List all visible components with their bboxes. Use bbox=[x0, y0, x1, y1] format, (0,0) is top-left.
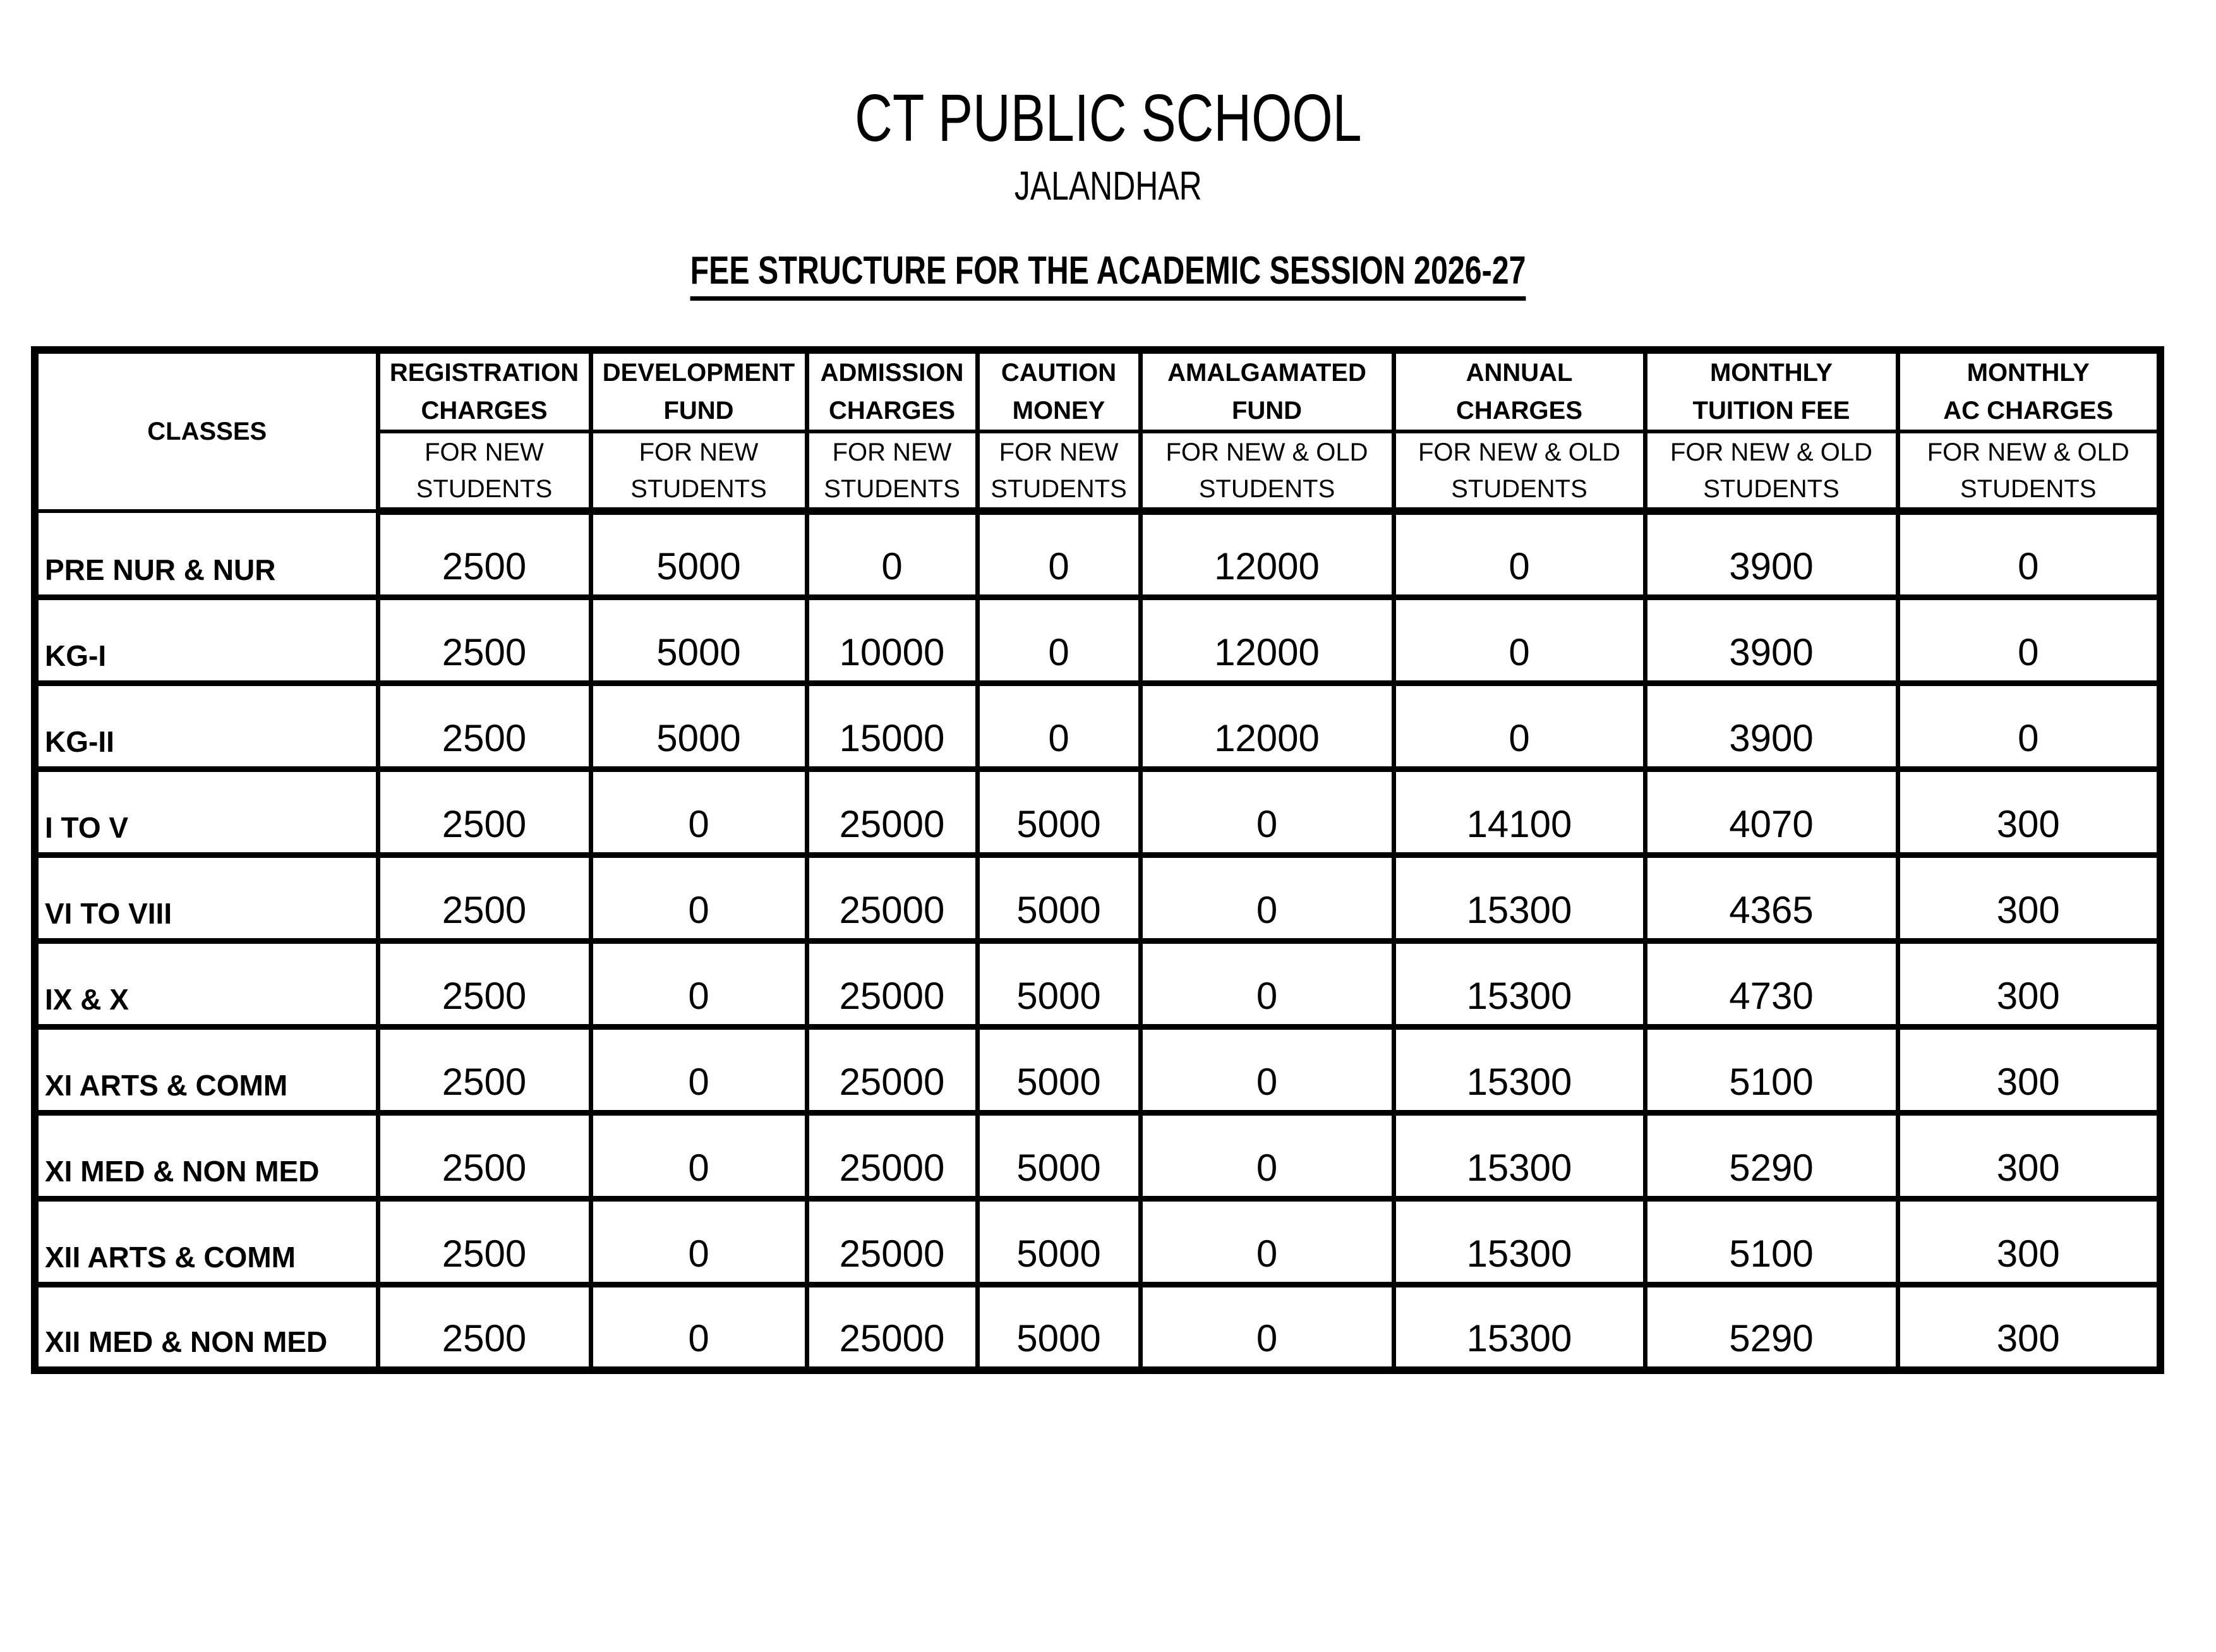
fee-value-cell: 3900 bbox=[1645, 511, 1898, 597]
fee-value-cell: 0 bbox=[977, 597, 1140, 683]
column-header-line: ANNUAL bbox=[1466, 359, 1573, 387]
fee-value-cell: 0 bbox=[1140, 769, 1394, 855]
fee-value-cell: 0 bbox=[1140, 855, 1394, 941]
fee-value-cell: 5000 bbox=[591, 511, 807, 597]
fee-value-cell: 5000 bbox=[977, 941, 1140, 1027]
fee-value-cell: 0 bbox=[591, 1112, 807, 1198]
fee-value-cell: 5290 bbox=[1645, 1284, 1898, 1370]
class-name-cell: PRE NUR & NUR bbox=[35, 511, 378, 597]
column-subheader bbox=[591, 431, 807, 511]
fee-value-cell: 25000 bbox=[807, 1027, 977, 1112]
column-subheader-line: STUDENTS bbox=[824, 474, 960, 503]
fee-value-cell: 2500 bbox=[378, 1027, 591, 1112]
classes-header-cell: CLASSES bbox=[35, 350, 378, 511]
column-header-line: MONEY bbox=[1012, 397, 1105, 425]
fee-value-cell: 0 bbox=[1394, 597, 1645, 683]
fee-value-cell: 2500 bbox=[378, 1198, 591, 1284]
column-header-line: AMALGAMATED bbox=[1167, 359, 1366, 387]
column-subheader-line: FOR NEW & OLD bbox=[1418, 438, 1621, 466]
fee-value-cell: 0 bbox=[1898, 597, 2160, 683]
fee-value-cell: 5000 bbox=[977, 1112, 1140, 1198]
fee-value-cell: 0 bbox=[591, 1284, 807, 1370]
fee-value-cell: 25000 bbox=[807, 1284, 977, 1370]
column-header bbox=[1394, 350, 1645, 431]
table-row bbox=[35, 597, 2160, 683]
table-row bbox=[35, 1112, 2160, 1198]
column-header-line: FUND bbox=[663, 397, 734, 425]
fee-value-cell: 25000 bbox=[807, 1198, 977, 1284]
column-subheader bbox=[378, 431, 591, 511]
fee-value-cell: 10000 bbox=[807, 597, 977, 683]
fee-value-cell: 2500 bbox=[378, 597, 591, 683]
column-subheader-line: FOR NEW bbox=[425, 438, 544, 466]
class-name-cell: IX & X bbox=[35, 941, 378, 1027]
table-row bbox=[35, 941, 2160, 1027]
fee-value-cell: 2500 bbox=[378, 683, 591, 769]
fee-value-cell: 300 bbox=[1898, 855, 2160, 941]
table-row bbox=[35, 769, 2160, 855]
column-subheader-line: FOR NEW bbox=[639, 438, 759, 466]
fee-value-cell: 15300 bbox=[1394, 855, 1645, 941]
fee-value-cell: 2500 bbox=[378, 941, 591, 1027]
fee-value-cell: 300 bbox=[1898, 941, 2160, 1027]
column-subheader bbox=[1394, 431, 1645, 511]
column-subheader-line: STUDENTS bbox=[1198, 474, 1335, 503]
fee-value-cell: 300 bbox=[1898, 1112, 2160, 1198]
column-header-line: REGISTRATION bbox=[389, 359, 579, 387]
table-row bbox=[35, 683, 2160, 769]
fee-value-cell: 5100 bbox=[1645, 1198, 1898, 1284]
column-header-line: ADMISSION bbox=[820, 359, 964, 387]
class-name-cell: I TO V bbox=[35, 769, 378, 855]
column-subheader-line: STUDENTS bbox=[630, 474, 767, 503]
fee-value-cell: 15300 bbox=[1394, 1112, 1645, 1198]
fee-value-cell: 12000 bbox=[1140, 597, 1394, 683]
column-header bbox=[378, 350, 591, 431]
fee-value-cell: 4365 bbox=[1645, 855, 1898, 941]
fee-value-cell: 0 bbox=[591, 941, 807, 1027]
column-subheader-line: STUDENTS bbox=[416, 474, 553, 503]
fee-value-cell: 5000 bbox=[977, 769, 1140, 855]
column-header-line: CHARGES bbox=[421, 397, 548, 425]
fee-value-cell: 5000 bbox=[977, 1198, 1140, 1284]
fee-value-cell: 300 bbox=[1898, 1198, 2160, 1284]
column-subheader-line: STUDENTS bbox=[1703, 474, 1840, 503]
table-row bbox=[35, 1027, 2160, 1112]
column-header bbox=[1898, 350, 2160, 431]
fee-value-cell: 3900 bbox=[1645, 597, 1898, 683]
fee-value-cell: 5000 bbox=[977, 1027, 1140, 1112]
column-subheader-line: FOR NEW & OLD bbox=[1165, 438, 1368, 466]
fee-value-cell: 5000 bbox=[977, 1284, 1140, 1370]
fee-value-cell: 5100 bbox=[1645, 1027, 1898, 1112]
fee-value-cell: 5000 bbox=[591, 597, 807, 683]
fee-value-cell: 0 bbox=[591, 1027, 807, 1112]
fee-value-cell: 15300 bbox=[1394, 1027, 1645, 1112]
fee-value-cell: 12000 bbox=[1140, 511, 1394, 597]
column-header bbox=[1140, 350, 1394, 431]
fee-value-cell: 3900 bbox=[1645, 683, 1898, 769]
fee-value-cell: 2500 bbox=[378, 855, 591, 941]
fee-value-cell: 25000 bbox=[807, 1112, 977, 1198]
column-header-line: AC CHARGES bbox=[1943, 397, 2114, 425]
fee-value-cell: 0 bbox=[977, 511, 1140, 597]
document bbox=[0, 81, 2216, 1652]
fee-value-cell: 15000 bbox=[807, 683, 977, 769]
fee-value-cell: 300 bbox=[1898, 1027, 2160, 1112]
fee-table-head bbox=[35, 350, 2160, 511]
fee-value-cell: 14100 bbox=[1394, 769, 1645, 855]
fee-value-cell: 2500 bbox=[378, 769, 591, 855]
class-name-cell: KG-II bbox=[35, 683, 378, 769]
fee-value-cell: 0 bbox=[1898, 511, 2160, 597]
fee-value-cell: 4730 bbox=[1645, 941, 1898, 1027]
column-subheader bbox=[1898, 431, 2160, 511]
school-name-text: CT PUBLIC SCHOOL bbox=[854, 81, 1362, 155]
fee-value-cell: 0 bbox=[1140, 1027, 1394, 1112]
fee-value-cell: 0 bbox=[591, 769, 807, 855]
column-header bbox=[591, 350, 807, 431]
fee-value-cell: 0 bbox=[1140, 1284, 1394, 1370]
column-header-line: MONTHLY bbox=[1966, 359, 2090, 387]
column-subheader bbox=[977, 431, 1140, 511]
fee-value-cell: 12000 bbox=[1140, 683, 1394, 769]
table-row bbox=[35, 1198, 2160, 1284]
fee-table-body bbox=[35, 511, 2160, 1370]
column-header bbox=[1645, 350, 1898, 431]
column-subheader-line: STUDENTS bbox=[1451, 474, 1587, 503]
class-name-cell: KG-I bbox=[35, 597, 378, 683]
column-header-line: MONTHLY bbox=[1709, 359, 1833, 387]
header-row-titles bbox=[35, 350, 2160, 431]
document-title bbox=[0, 251, 2216, 301]
fee-value-cell: 15300 bbox=[1394, 941, 1645, 1027]
column-header-line: CHARGES bbox=[828, 397, 956, 425]
column-subheader-line: FOR NEW bbox=[832, 438, 952, 466]
fee-value-cell: 0 bbox=[1394, 511, 1645, 597]
column-header-line: TUITION FEE bbox=[1692, 397, 1850, 425]
table-row bbox=[35, 855, 2160, 941]
fee-value-cell: 0 bbox=[1898, 683, 2160, 769]
class-name-cell: XII ARTS & COMM bbox=[35, 1198, 378, 1284]
fee-value-cell: 25000 bbox=[807, 769, 977, 855]
column-header-line: FUND bbox=[1231, 397, 1303, 425]
fee-value-cell: 2500 bbox=[378, 1112, 591, 1198]
fee-value-cell: 15300 bbox=[1394, 1198, 1645, 1284]
school-city-text: JALANDHAR bbox=[1014, 163, 1202, 208]
column-subheader-line: STUDENTS bbox=[991, 474, 1127, 503]
column-subheader bbox=[1140, 431, 1394, 511]
column-subheader bbox=[1645, 431, 1898, 511]
class-name-cell: XI ARTS & COMM bbox=[35, 1027, 378, 1112]
document-title-text: FEE STRUCTURE FOR THE ACADEMIC SESSION 2026-27 bbox=[690, 251, 1526, 301]
fee-value-cell: 4070 bbox=[1645, 769, 1898, 855]
column-header-line: DEVELOPMENT bbox=[602, 359, 795, 387]
fee-value-cell: 0 bbox=[1140, 1198, 1394, 1284]
fee-value-cell: 25000 bbox=[807, 855, 977, 941]
column-subheader-line: FOR NEW bbox=[999, 438, 1119, 466]
school-city bbox=[0, 163, 2216, 208]
fee-value-cell: 2500 bbox=[378, 1284, 591, 1370]
table-row bbox=[35, 1284, 2160, 1370]
fee-value-cell: 0 bbox=[1140, 1112, 1394, 1198]
fee-value-cell: 2500 bbox=[378, 511, 591, 597]
fee-value-cell: 300 bbox=[1898, 1284, 2160, 1370]
school-name bbox=[0, 81, 2216, 155]
table-row bbox=[35, 511, 2160, 597]
fee-value-cell: 5000 bbox=[591, 683, 807, 769]
fee-value-cell: 0 bbox=[977, 683, 1140, 769]
fee-value-cell: 25000 bbox=[807, 941, 977, 1027]
column-subheader-line: FOR NEW & OLD bbox=[1927, 438, 2129, 466]
column-subheader-line: FOR NEW & OLD bbox=[1670, 438, 1873, 466]
column-subheader-line: STUDENTS bbox=[1960, 474, 2097, 503]
fee-table bbox=[31, 346, 2164, 1374]
class-name-cell: VI TO VIII bbox=[35, 855, 378, 941]
fee-value-cell: 15300 bbox=[1394, 1284, 1645, 1370]
class-name-cell: XI MED & NON MED bbox=[35, 1112, 378, 1198]
column-header-line: CAUTION bbox=[1001, 359, 1117, 387]
fee-value-cell: 0 bbox=[1140, 941, 1394, 1027]
class-name-cell: XII MED & NON MED bbox=[35, 1284, 378, 1370]
fee-value-cell: 0 bbox=[591, 855, 807, 941]
column-header bbox=[977, 350, 1140, 431]
column-subheader bbox=[807, 431, 977, 511]
fee-value-cell: 300 bbox=[1898, 769, 2160, 855]
fee-value-cell: 5000 bbox=[977, 855, 1140, 941]
fee-value-cell: 0 bbox=[591, 1198, 807, 1284]
fee-value-cell: 5290 bbox=[1645, 1112, 1898, 1198]
column-header-line: CHARGES bbox=[1455, 397, 1583, 425]
column-header bbox=[807, 350, 977, 431]
fee-value-cell: 0 bbox=[807, 511, 977, 597]
fee-value-cell: 0 bbox=[1394, 683, 1645, 769]
